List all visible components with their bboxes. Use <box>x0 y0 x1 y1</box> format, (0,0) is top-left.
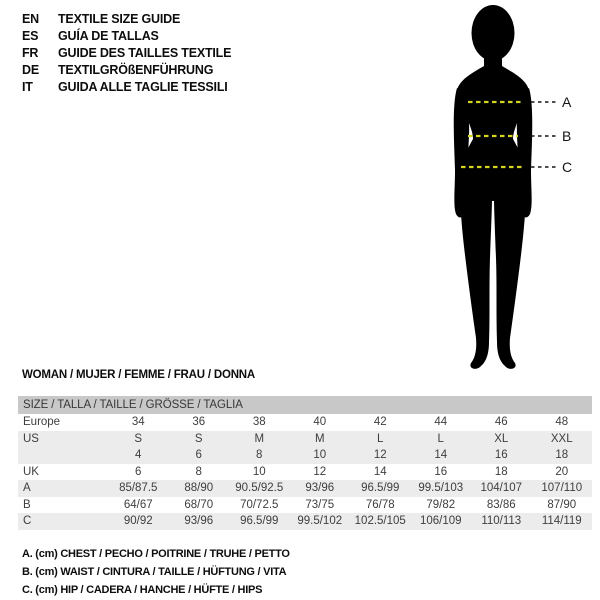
table-row-uk <box>18 464 592 481</box>
language-label: TEXTILE SIZE GUIDE <box>58 12 181 26</box>
size-cell: 16 <box>494 449 508 461</box>
size-cell: 76/78 <box>365 498 395 511</box>
size-cell: 14 <box>434 449 448 461</box>
language-label: GUÍA DE TALLAS <box>58 29 159 43</box>
size-cell: 40 <box>313 416 327 428</box>
marker-letter-a: A <box>562 94 572 110</box>
size-cell: 99.5/102 <box>297 515 343 527</box>
row-label: UK <box>23 465 39 478</box>
size-cell: 18 <box>494 465 508 478</box>
language-code: ES <box>22 29 39 43</box>
size-cell: 90.5/92.5 <box>235 482 284 494</box>
size-cell: 110/113 <box>481 515 522 527</box>
language-code: DE <box>22 63 39 77</box>
size-cell: 10 <box>313 449 327 461</box>
group-title: WOMAN / MUJER / FEMME / FRAU / DONNA <box>22 369 256 381</box>
legend-hip: C. (cm) HIP / CADERA / HANCHE / HÜFTE / HIPS <box>22 584 263 596</box>
size-cell: S <box>194 432 203 445</box>
language-list <box>22 11 231 96</box>
row-label: Europe <box>23 416 61 428</box>
language-row-es <box>22 28 231 45</box>
size-cell: 42 <box>373 416 387 428</box>
language-code: EN <box>22 12 39 26</box>
size-cell: 48 <box>555 416 569 428</box>
size-cell: M <box>314 432 325 445</box>
row-label: US <box>23 432 39 445</box>
language-row-de <box>22 62 231 79</box>
marker-letter-b: B <box>562 128 572 144</box>
size-cell: 44 <box>434 416 448 428</box>
language-code: IT <box>22 80 33 94</box>
size-cell: 4 <box>135 449 142 461</box>
size-cell: 20 <box>555 465 569 478</box>
table-row-us-letter <box>18 431 592 448</box>
size-cell: 36 <box>192 416 206 428</box>
size-cell: 102.5/105 <box>354 515 406 527</box>
size-cell: 88/90 <box>184 482 214 494</box>
size-cell: 34 <box>131 416 145 428</box>
measurement-legend <box>22 545 290 599</box>
size-cell: 6 <box>195 449 202 461</box>
size-cell: 70/72.5 <box>240 498 279 511</box>
language-label: GUIDE DES TAILLES TEXTILE <box>58 46 232 60</box>
size-table <box>18 396 592 530</box>
woman-silhouette-figure <box>400 0 600 380</box>
language-row-fr <box>22 45 231 62</box>
size-cell: 73/75 <box>305 498 335 511</box>
size-cell: XL <box>494 432 509 445</box>
size-cell: M <box>254 432 265 445</box>
size-cell: 83/86 <box>486 498 516 511</box>
size-table-header: SIZE / TALLA / TAILLE / GRÖSSE / TAGLIA <box>18 396 592 414</box>
size-cell: 106/109 <box>419 515 462 527</box>
size-cell: 14 <box>373 465 387 478</box>
table-row-waist <box>18 497 592 514</box>
size-cell: 8 <box>256 449 263 461</box>
size-cell: 93/96 <box>305 482 335 494</box>
size-cell: L <box>437 432 444 445</box>
size-cell: 64/67 <box>123 498 153 511</box>
language-row-en <box>22 11 231 28</box>
size-cell: XXL <box>550 432 573 445</box>
size-cell: 87/90 <box>547 498 577 511</box>
size-cell: S <box>134 432 143 445</box>
language-label: TEXTILGRÖßENFÜHRUNG <box>58 63 214 77</box>
table-row-europe <box>18 414 592 431</box>
size-cell: 96.5/99 <box>240 515 279 527</box>
size-cell: 6 <box>135 465 142 478</box>
size-cell: 85/87.5 <box>119 482 158 494</box>
language-label: GUIDA ALLE TAGLIE TESSILI <box>58 80 228 94</box>
size-cell: 79/82 <box>426 498 456 511</box>
table-row-hip <box>18 513 592 530</box>
legend-waist: B. (cm) WAIST / CINTURA / TAILLE / HÜFTUNG / VITA <box>22 566 287 578</box>
size-cell: 46 <box>494 416 508 428</box>
row-label: A <box>23 482 31 494</box>
size-cell: 104/107 <box>480 482 523 494</box>
row-label: C <box>23 515 32 527</box>
legend-chest: A. (cm) CHEST / PECHO / POITRINE / TRUHE / PETTO <box>22 548 290 560</box>
size-cell: 107/110 <box>541 482 583 494</box>
size-cell: 99.5/103 <box>418 482 464 494</box>
language-code: FR <box>22 46 39 60</box>
language-row-it <box>22 79 231 96</box>
size-cell: L <box>377 432 384 445</box>
size-cell: 12 <box>313 465 327 478</box>
size-cell: 38 <box>252 416 266 428</box>
size-cell: 114/119 <box>541 515 582 527</box>
size-cell: 68/70 <box>184 498 214 511</box>
size-cell: 10 <box>252 465 266 478</box>
size-cell: 90/92 <box>123 515 153 527</box>
row-label: B <box>23 498 31 511</box>
table-row-us-numeric <box>18 447 592 464</box>
size-cell: 8 <box>195 465 202 478</box>
woman-silhouette <box>454 5 533 369</box>
size-cell: 96.5/99 <box>361 482 400 494</box>
table-row-chest <box>18 480 592 497</box>
size-cell: 93/96 <box>184 515 214 527</box>
size-cell: 12 <box>373 449 387 461</box>
size-cell: 16 <box>434 465 448 478</box>
marker-letter-c: C <box>562 159 573 175</box>
size-cell: 18 <box>555 449 569 461</box>
